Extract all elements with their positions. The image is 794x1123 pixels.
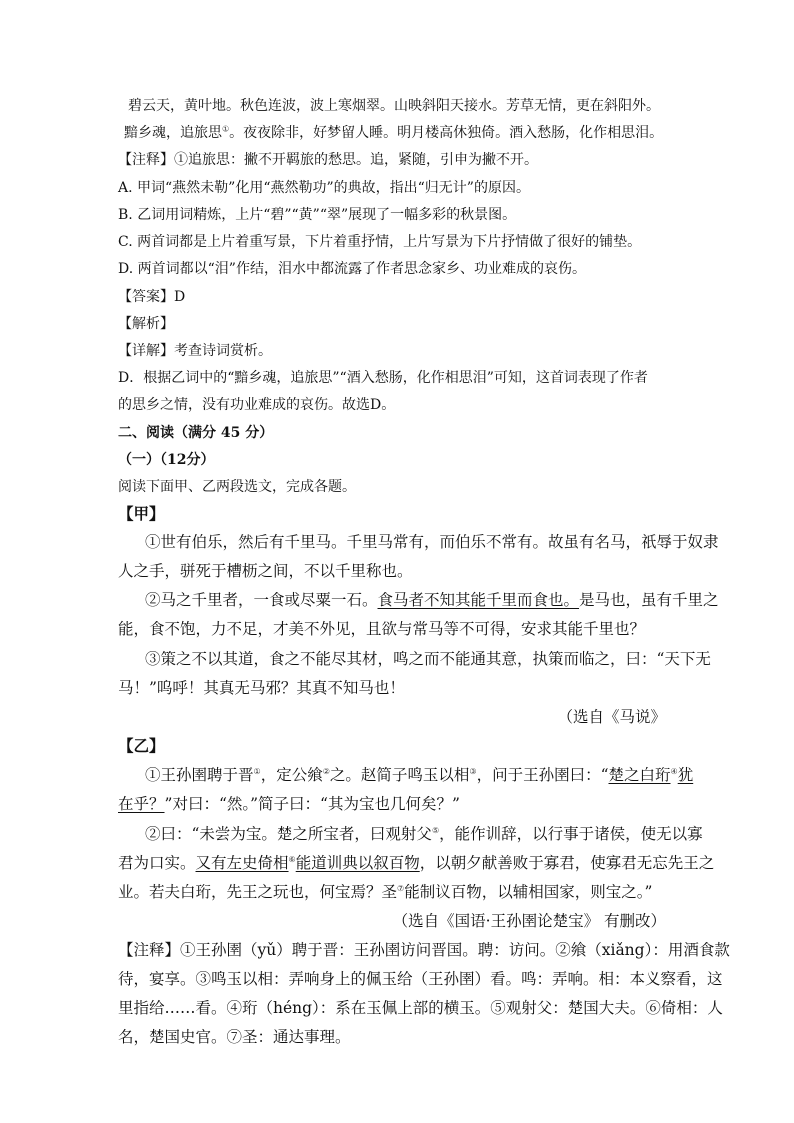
poem-line-2	[124, 123, 663, 143]
option-a: A. 甲词“燕然未勒”化用“燕然勒功”的典故，指出“归无计”的原因。	[118, 180, 530, 196]
yi-source: （选自《国语·王孙圉论楚宝》 有删改）	[392, 912, 666, 930]
yi-p2-line-1: ②曰：“未尝为宝。楚之所宝者，曰观射父⑤，能作训辞，以行事于诸侯，使无以寡	[145, 825, 703, 843]
yi-p1-line-2: 在乎？”对曰：“然。”简子曰：“其为宝也几何矣？”	[118, 795, 460, 813]
option-c: C. 两首词都是上片着重写景，下片着重抒情，上片写景为下片抒情做了很好的铺垫。	[118, 234, 642, 250]
option-b: B. 乙词用词精炼，上片“碧”“黄”“翠”展现了一幅多彩的秋景图。	[118, 207, 517, 223]
explanation-line-2: 的思乡之情，没有功业难成的哀伤。故选D。	[118, 397, 396, 413]
jia-p1-line-1: ①世有伯乐，然后有千里马。千里马常有，而伯乐不常有。故虽有名马，祇辱于奴隶	[145, 533, 719, 551]
jia-p3-line-1: ③策之不以其道，食之不能尽其材，鸣之而不能通其意，执策而临之，曰：“天下无	[145, 650, 711, 668]
poem-line-2-start: 黯乡魂，追旅思	[124, 125, 222, 141]
underlined-sentence: 又有左史倚相	[195, 854, 289, 872]
jia-source: （选自《马说》	[557, 708, 666, 726]
explanation-line-1: D．根据乙词中的“黯乡魂，追旅思”“酒入愁肠，化作相思泪”可知，这首词表现了作者	[118, 370, 648, 386]
passage-yi-label: 【乙】	[118, 736, 165, 755]
answer: 【答案】D	[118, 289, 186, 305]
instruction: 阅读下面甲、乙两段选文，完成各题。	[118, 479, 356, 495]
poem-line-1: 碧云天，黄叶地。秋色连波，波上寒烟翠。山映斜阳天接水。芳草无情，更在斜阳外。	[128, 98, 660, 114]
annotation-2-line-1: 【注释】①王孙圉（yǔ）聘于晋：王孙圉访问晋国。聘：访问。②飨（xiǎng）：用酒食款	[118, 941, 730, 959]
underlined-sentence: 食马者不知其能千里而食也。	[377, 591, 580, 609]
annotation-2-line-2: 待，宴享。③鸣玉以相：弄响身上的佩玉给（王孙圉）看。鸣：弄响。相：本义察看，这	[118, 970, 723, 988]
option-d: D. 两首词都以“泪”作结，泪水中都流露了作者思念家乡、功业难成的哀伤。	[118, 261, 586, 277]
section-heading: 二、阅读（满分 45 分）	[118, 425, 274, 441]
detail-heading: 【详解】考查诗词赏析。	[118, 343, 272, 359]
jia-p3-line-2: 马！”呜呼！其真无马邪？其真不知马也！	[118, 679, 405, 697]
yi-p1-line-1: ①王孙圉聘于晋①，定公飨②之。赵简子鸣玉以相③，问于王孙圉曰：“楚之白珩④犹	[145, 766, 694, 784]
passage-jia-label: 【甲】	[118, 504, 165, 523]
footnote-marker: ①	[222, 124, 230, 134]
annotation-2-line-3: 里指给……看。④珩（héng）：系在玉佩上部的横玉。⑤观射父：楚国大夫。⑥倚相：人	[118, 999, 723, 1017]
analysis-heading: 【解析】	[118, 316, 174, 332]
poem-line-2-end: 。夜夜除非，好梦留人睡。明月楼高休独倚。酒入愁肠，化作相思泪。	[229, 125, 664, 141]
annotation-1: 【注释】①追旅思：撇不开羁旅的愁思。追，紧随，引申为撇不开。	[118, 152, 538, 168]
yi-p2-line-3: 业。若夫白珩，先王之玩也，何宝焉？圣⑦能制议百物，以辅相国家，则宝之。”	[118, 883, 653, 901]
part-heading: （一）（12分）	[118, 452, 215, 468]
jia-p2-line-1: ②马之千里者，一食或尽粟一石。食马者不知其能千里而食也。是马也，虽有千里之	[145, 591, 719, 609]
annotation-2-line-4: 名，楚国史官。⑦圣：通达事理。	[118, 1028, 351, 1046]
jia-p1-line-2: 人之手，骈死于槽枥之间，不以千里称也。	[118, 562, 413, 580]
jia-p2-line-2: 能，食不饱，力不足，才美不外见，且欲与常马等不可得，安求其能千里也？	[118, 620, 646, 638]
yi-p2-line-2: 君为口实。又有左史倚相⑥能道训典以叙百物，以朝夕献善败于寡君，使寡君无忘先王之	[118, 854, 715, 872]
